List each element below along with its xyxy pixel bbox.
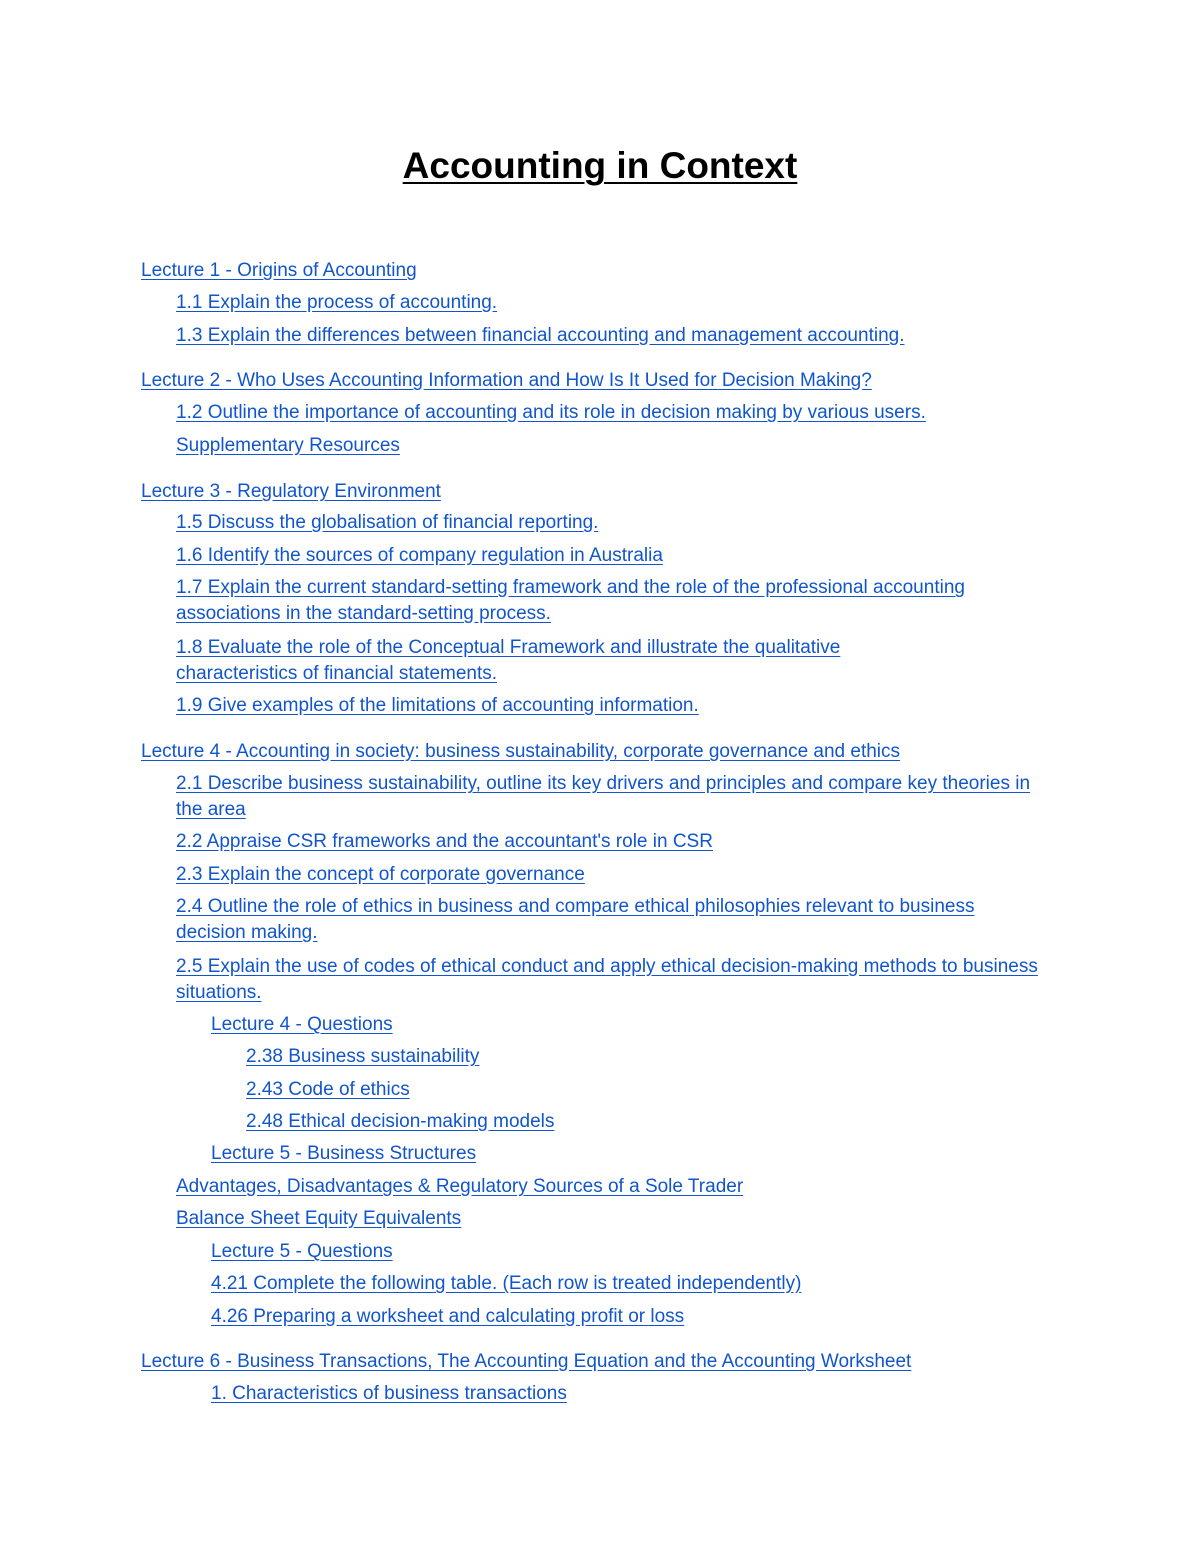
toc-link-1-2[interactable]: 1.2 Outline the importance of accounting and its role in decision making by various users. [176, 402, 926, 423]
toc-link-balance-sheet-equity[interactable]: Balance Sheet Equity Equivalents [176, 1208, 462, 1229]
toc-link-1-9[interactable]: 1.9 Give examples of the limitations of accounting information. [176, 695, 699, 716]
document-title: Accounting in Context [402, 145, 798, 186]
toc-link-1-1[interactable]: 1.1 Explain the process of accounting. [176, 292, 498, 313]
toc-link-2-38[interactable]: 2.38 Business sustainability [246, 1046, 480, 1067]
toc-link-1-6[interactable]: 1.6 Identify the sources of company regulation in Australia [176, 545, 663, 566]
toc-link-1-3[interactable]: 1.3 Explain the differences between financial accounting and management accounting. [176, 325, 905, 346]
toc-link-2-5[interactable]: 2.5 Explain the use of codes of ethical conduct and apply ethical decision-making methods to business situations. [176, 956, 1038, 1003]
toc-link-lecture-5-questions[interactable]: Lecture 5 - Questions [211, 1241, 393, 1262]
toc-link-1-7[interactable]: 1.7 Explain the current standard-setting framework and the role of the professional accounting associations in the standard-setting process. [176, 577, 965, 624]
toc-link-sole-trader[interactable]: Advantages, Disadvantages & Regulatory Sources of a Sole Trader [176, 1176, 744, 1197]
toc-link-1-8[interactable]: 1.8 Evaluate the role of the Conceptual Framework and illustrate the qualitative characteristics of financial statements. [176, 637, 841, 684]
toc-link-2-2[interactable]: 2.2 Appraise CSR frameworks and the accountant's role in CSR [176, 831, 713, 852]
toc-link-4-21[interactable]: 4.21 Complete the following table. (Each row is treated independently) [211, 1273, 802, 1294]
toc-link-supplementary-resources[interactable]: Supplementary Resources [176, 435, 400, 456]
toc-link-lecture-4[interactable]: Lecture 4 - Accounting in society: business sustainability, corporate governance and ethics [141, 741, 901, 762]
toc-link-lecture-4-questions[interactable]: Lecture 4 - Questions [211, 1014, 393, 1035]
toc-link-2-43[interactable]: 2.43 Code of ethics [246, 1079, 410, 1100]
toc-link-2-1[interactable]: 2.1 Describe business sustainability, outline its key drivers and principles and compare key theories in the area [176, 773, 1031, 820]
toc-link-lecture-1[interactable]: Lecture 1 - Origins of Accounting [141, 260, 417, 281]
toc-link-4-26[interactable]: 4.26 Preparing a worksheet and calculating profit or loss [211, 1306, 685, 1327]
toc-link-6-1[interactable]: 1. Characteristics of business transactions [211, 1383, 567, 1404]
toc-link-lecture-3[interactable]: Lecture 3 - Regulatory Environment [141, 481, 441, 502]
toc-link-lecture-2[interactable]: Lecture 2 - Who Uses Accounting Information and How Is It Used for Decision Making? [141, 370, 872, 391]
toc-link-2-4[interactable]: 2.4 Outline the role of ethics in business and compare ethical philosophies relevant to business decision making. [176, 896, 975, 943]
toc-link-lecture-5[interactable]: Lecture 5 - Business Structures [211, 1143, 477, 1164]
toc-link-lecture-6[interactable]: Lecture 6 - Business Transactions, The Accounting Equation and the Accounting Worksheet [141, 1351, 912, 1372]
toc-link-2-48[interactable]: 2.48 Ethical decision-making models [246, 1111, 555, 1132]
toc-link-2-3[interactable]: 2.3 Explain the concept of corporate governance [176, 864, 585, 885]
toc-link-1-5[interactable]: 1.5 Discuss the globalisation of financial reporting. [176, 512, 599, 533]
